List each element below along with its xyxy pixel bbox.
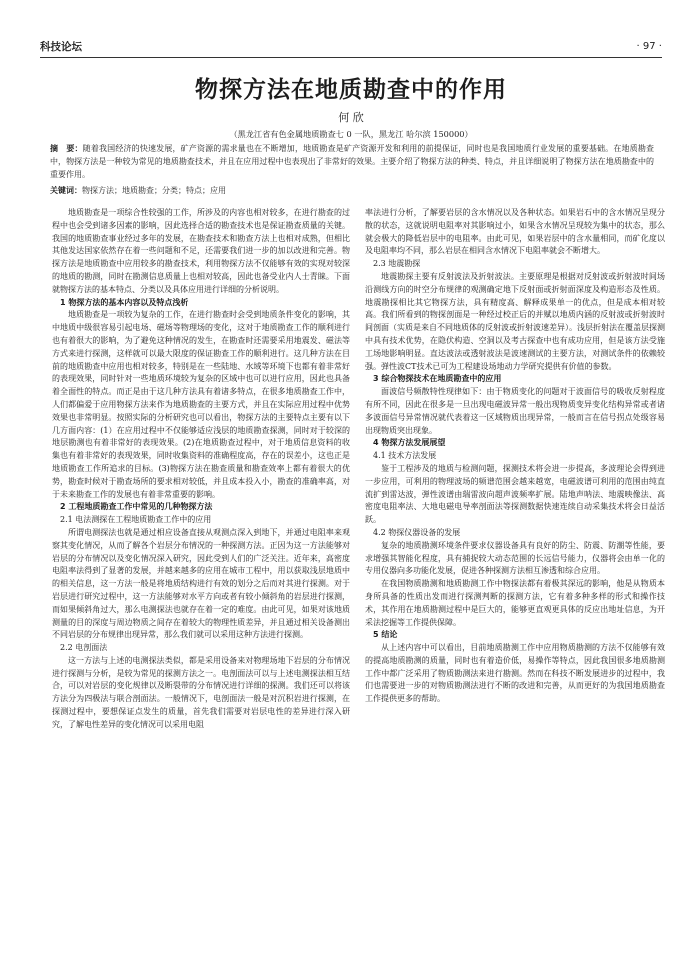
section-4-2-heading: 4.2 物探仪器设备的发展 xyxy=(373,527,461,537)
section-2-1-heading: 2.1 电法测探在工程地质勘查工作中的应用 xyxy=(60,515,212,525)
journal-name: 科技论坛 xyxy=(40,41,82,53)
page-number: · 97 · xyxy=(636,41,662,52)
section-4-2-paragraph-2: 在我国物质勘测和地质勘测工作中物探法都有着极其深远的影响，他是从物质本身所具备的性质出发而进行探测判断的探测方法，它有着多种多样的形式和操作技术，其作用在地质勘测过程中是巨大的，能够更直观更具体的反应出地址信息，为开采法挖掘等工作提供保障。 xyxy=(365,579,665,627)
article-title: 物探方法在地质勘查中的作用 xyxy=(195,77,507,103)
abstract xyxy=(50,142,654,181)
keywords-label: 关键词： xyxy=(50,186,82,195)
section-2-2-continued: 率法进行分析，了解要岩层的含水情况以及各种状态。如果岩石中的含水情况呈现分散的状态，这就说明电阻率对其影响过小，如果含水情况呈现较为集中的状态，那么就会极大的降低岩层中的电阻率。由此可见，如果岩层中的含水量相同，而矿化度以及电阻率均不同，那么岩层在相同含水情况下电阻率就会不断增大。 xyxy=(365,208,665,256)
section-1-paragraph: 地质勘查是一项较为复杂的工作，在进行勘查时会受到地质条件变化的影响，其中地质中级很容易引起电场、磁场等物理场的变化，这对于地质勘查工作的顺利进行也有着很大的影响，为了避免这种情况的发生，在勘查时还需要采用地震发、磁法等方式来进行探测，这样就可以最大限度的保证勘查工作的顺利进行。这几种方法在目前的地质勘查中应用也相对较多，特别是在一些陆地、水域等环境下也都有着非常好的表现效果，同时针对一些地质环境较为复杂的区域中也可以进行应用，因此也具备着全面性的特点。而正是由于这几种方法具有着诸多特点，在很多地质勘查工作中，人们都偏爱于应用物探方法来作为地质勘查的主要方式，并且在实际应用过程中优势效果也非常明显。按照实际的分析研究也可以看出，物探方法的主要特点主要有以下几方面内容：(1）在应用过程中不仅能够适应浅层的地质勘查探测，同时对于较深的地层勘测也有着非常好的表现效果。(2)在地质勘查过程中，对于地质信息资料的收集也有着非常好的表现效果，同时收集资料的准确程度高，存在的误差小，这也正是地质勘查工作所追求的目标。(3)物探方法在勘查质量和勘查效率上都有着很大的优势，勘查时候对于勘查场所的要求相对较低，并且成本投入小，勘查的准确率高，对于未来勘查工作的发展也有着非常重要的影响。 xyxy=(52,310,350,499)
keywords xyxy=(50,184,654,197)
section-2-3-heading: 2.3 地震勘探 xyxy=(373,259,421,269)
abstract-label: 摘 要： xyxy=(50,144,83,153)
section-4-heading: 4 物探方法发展展望 xyxy=(373,438,446,448)
section-3-paragraph: 面波信号频散特性现律如下：由于物质变化的问题对于波面信号的吸收反射程度有所不同，因此在很多是一旦出现电磁波异常一般出现物质变异变化结构异常或者诸多波面信号异常情况就代表着这一区域物质出现异常，一般而言在信号拐点处级容易出现物质突出现象。 xyxy=(365,387,665,435)
section-2-2-heading: 2.2 电剖面法 xyxy=(60,643,108,653)
section-5-heading: 5 结论 xyxy=(373,630,398,640)
section-2-heading: 2 工程地质勘查工作中常见的几种物探方法 xyxy=(60,502,213,512)
section-4-1-heading: 4.1 技术方法发展 xyxy=(373,451,437,461)
section-2-2-paragraph: 这一方法与上述的电测探法类似，都是采用设备来对物理场地下岩层的分布情况进行探测与分析，是较为常见的探测方法之一。电剖面法可以与上述电测探法相互结合，可以对岩层的变化规律以及断裂带的分布情况进行详细的探测。我们还可以将该方法分为四极法与联合剖面法。一般情况下，电剖面法一般是对沉积岩进行探测，在探测过程中，要想保证点发生的质量，首先我们需要对岩层电性的差异进行深入研究，了解电性差异的变化情况可以采用电阻 xyxy=(52,655,350,729)
section-1-heading: 1 物探方法的基本内容以及特点浅析 xyxy=(60,297,189,307)
conclusion-paragraph: 从上述内容中可以看出，目前地质勘测工作中应用物质勘测的方法不仅能够有效的提高地质勘测的质量，同时也有着造价低，易操作等特点，因此我国很多地质勘测工作中都广泛采用了物质勘测法来进行勘测。然而在科技不断发展进步的过程中，我们也需要进一步的对物质勘测法进行不断的改进和完善，从而更好的为我国地质勘查工作提供更多的帮助。 xyxy=(365,643,665,704)
running-header xyxy=(40,40,662,56)
right-column xyxy=(365,207,665,947)
section-2-3-paragraph: 地震勘探主要有反射波法及折射波法。主要原理是根据对反射波或折射波时间场沿测线方向的时空分布规律的观测确定地下反射面或折射面深度及构造形态及性质。地震勘探相比其它物探方法，具有精度高、解释成果单一的优点，但是成本相对较高。我们所看到的物探剖面是一种经过校正后的并赋以地质内涵的反射波或折射波时间剖面（实质是来自不同地质体的反射波或折射波速差异）。浅层折射法在覆盖层探测中具有技术优势，在隐伏构造、空洞以及考古探查中也有成功应用，但是该方法受施工场地影响明显。直达波法或透射波法是波速测试的主要方法，对测试条件的依赖较强。弹性波CT技术已可为工程建设场地动力学研究提供有价值的参数。 xyxy=(365,271,665,371)
section-3-heading: 3 综合物探技术在地质勘查中的应用 xyxy=(373,374,502,384)
abstract-text: 随着我国经济的快速发展，矿产资源的需求量也在不断增加，地质勘查是矿产资源开发和利用的前提保证，同时也是我国地质行业发展的重要基础。在地质勘查中，物探方法是一种较为常见的地质勘查技术，并且在应用过程中也表现出了非常好的效果。主要介绍了物探方法的种类、特点，并且详细说明了物探方法在地质勘查中的重要作用。 xyxy=(50,144,655,179)
left-column xyxy=(52,207,350,947)
section-4-1-paragraph: 鉴于工程涉及的地质与检测问题，探测技术将会进一步提高，多波理论会得到进一步应用，可利用的物理波场的频谱范围会越来越宽，电磁波谱可利用的范围由纯直流扩到雷达波，弹性波谱由瑞雷波向超声波频率扩展。陆地声呐法、地震映像法、高密度电阻率法、大地电磁电导率剖面法等探测数据快速连续自动采集技术将会日益活跃。 xyxy=(365,463,665,525)
keywords-text: 物探方法；地质勘查；分类；特点；应用 xyxy=(82,186,226,195)
affiliation: （黑龙江省有色金属地质勘查七 0 一队，黑龙江 哈尔滨 150000） xyxy=(229,129,473,139)
intro-paragraph: 地质勘查是一项综合性较强的工作，所涉及的内容也相对较多，在进行勘查的过程中也会受到诸多因素的影响，因此选择合适的勘查技术也是保证勘查质量的关键。我国的地质勘查事业经过多年的发展，在勘查技术和勘查方法上也相对成熟，但相比其他发达国家依然存在着一些问题和不足，还需要我们进一步的加以改进和完善。物探方法是地质勘查中应用较多的勘查技术，利用物探方法不仅能够有效的实现对较深的地质的勘测，同时在勘测信息质量上也相对较高，因此也备受业内人士青睐。下面就物探方法的基本特点、分类以及具体应用进行详细的分析说明。 xyxy=(52,208,350,294)
header-rule xyxy=(40,57,662,58)
section-2-1-paragraph: 所谓电测探法也就是通过相应设备直接从观测点深入到地下，并通过电阻率来观察其变化情况，从而了解各个岩层分布情况的一种探测方法。正因为这一方法能够对岩层的分布情况以及变化情况深入研究，因此受到人们的广泛关注。近年来，高密度电阻率法得到了显著的发展，并越来越多的应用在城市工程中，用以获取浅层地质中的相关信息，这一方法一般是将地质结构进行有效的划分之后而对其进行探测。对于岩层进行研究过程中，这一方法能够对水平方向或者有较小倾斜角的岩层进行探测，而如果倾斜角过大，那么电测探法也就存在着一定的难度。由此可见，如果对该地质测量的目的深度与周边物质之间存在着较大的物理性质差异，并且通过相关设备测出不同岩层的分布规律出现异常，那么我们就可以采用这种方法进行探测。 xyxy=(52,527,350,640)
section-4-2-paragraph: 复杂的地质勘测环境条件要求仪器设备具有良好的防尘、防震、防潮等性能，要求增强其智能化程度，具有捕捉较大动态范围的长远信号能力，仪器将会由单一化的专用仪器向多功能化发展，促进各种探测方法相互渗透和综合应用。 xyxy=(365,540,665,576)
author: 何 欣 xyxy=(338,111,364,124)
